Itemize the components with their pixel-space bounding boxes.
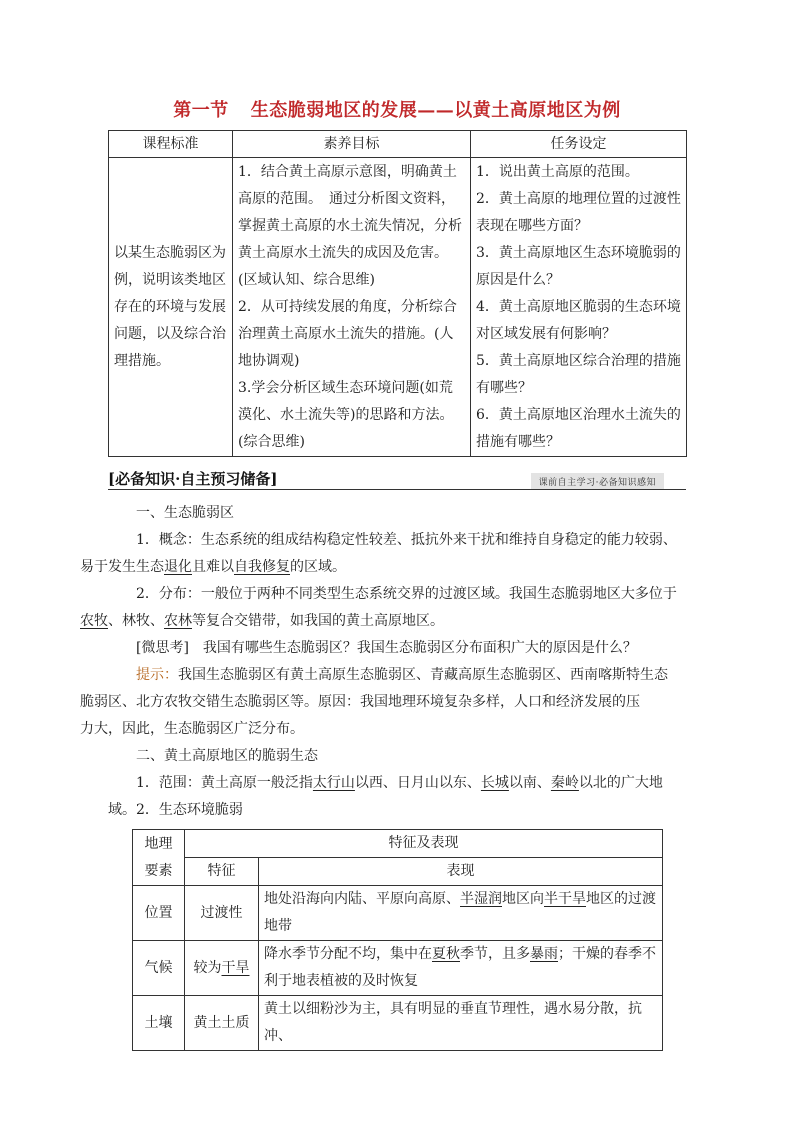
- goal-line: (区域认知、综合思维): [238, 272, 375, 288]
- detail-text: 地区的过渡: [586, 891, 656, 907]
- standard-line: 问题，以及综合治: [114, 325, 226, 342]
- task-line: 4．黄土高原地区脆弱的生态环境: [476, 299, 681, 315]
- goal-line: 3.学会分析区域生态环境问题(如荒: [238, 380, 453, 396]
- row-feature: [185, 941, 259, 996]
- header-show: 表现: [259, 858, 663, 886]
- goal-line: 漠化、水土流失等)的思路和方法。: [238, 407, 454, 423]
- goal-line: 掌握黄土高原的水土流失情况，分析: [238, 218, 462, 234]
- row-feature: 过渡性: [185, 886, 259, 941]
- row-feature: 黄土土质: [185, 996, 259, 1051]
- concept-text: 的区域。: [290, 559, 346, 575]
- header-factor-text: 地理: [144, 835, 173, 852]
- section-tag: 课前自主学习·必备知识感知: [531, 473, 664, 490]
- task-line: 原因是什么？: [476, 272, 560, 288]
- detail-text: 利于地表植被的及时恢复: [264, 973, 418, 989]
- environment-table: [132, 829, 663, 1051]
- detail-text: ；干燥的春季不: [558, 946, 656, 962]
- feature-text: 较为: [193, 959, 222, 976]
- goal-line: 黄土高原水土流失的成因及危害。: [238, 245, 448, 261]
- standard-line: 以某生态脆弱区为: [114, 244, 226, 261]
- row-detail: [259, 886, 663, 941]
- hint-text: 我国生态脆弱区有黄土高原生态脆弱区、青藏高原生态脆弱区、西南喀斯特生态: [178, 667, 668, 683]
- range-text: 以南、: [508, 775, 551, 791]
- think-question: [微思考] 我国有哪些生态脆弱区？我国生态脆弱区分布面积广大的原因是什么？: [136, 640, 637, 656]
- distribution-key-term: 农林: [164, 613, 192, 629]
- concept-text: 1．概念：生态系统的组成结构稳定性较差、抵抗外来干扰和维持自身稳定的能力较弱、: [136, 532, 677, 548]
- header-tasks: 任务设定: [471, 131, 687, 158]
- row-factor: 位置: [133, 886, 185, 941]
- detail-key-term: 夏秋: [432, 946, 460, 962]
- row-detail: [259, 941, 663, 996]
- goal-line: 1．结合黄土高原示意图，明确黄土: [238, 164, 457, 180]
- goal-line: 高原的范围。 通过分析图文资料，: [238, 191, 455, 207]
- task-line: 5．黄土高原地区综合治理的措施: [476, 353, 681, 369]
- distribution-paragraph: [80, 581, 688, 635]
- concept-key-term: 退化: [164, 559, 192, 575]
- task-line: 3．黄土高原地区生态环境脆弱的: [476, 245, 681, 261]
- task-line: 有哪些？: [476, 380, 532, 396]
- concept-paragraph: [80, 527, 688, 581]
- row-factor: 气候: [133, 941, 185, 996]
- concept-text: 且难以: [192, 559, 234, 575]
- hint-text: 力大，因此，生态脆弱区广泛分布。: [80, 721, 304, 737]
- header-factor-text: 要素: [144, 862, 173, 879]
- table-row: [133, 996, 663, 1051]
- standard-line: 理措施。: [114, 352, 170, 369]
- section-number: 第一节: [173, 100, 229, 121]
- detail-text: 地区向: [502, 891, 544, 907]
- environment-table-header: [133, 830, 663, 858]
- goal-line: (综合思维): [238, 434, 305, 450]
- detail-key-term: 半干旱: [544, 891, 586, 907]
- range-text: 以西、日月山以东、: [354, 775, 481, 791]
- standard-line: 存在的环境与发展: [114, 298, 226, 315]
- table-row: [133, 886, 663, 941]
- task-line: 1．说出黄土高原的范围。: [476, 164, 639, 180]
- header-feature: 特征: [185, 858, 259, 886]
- table-row: [133, 941, 663, 996]
- detail-text: 地带: [264, 918, 292, 934]
- standard-cell: [109, 158, 233, 457]
- distribution-text: 2．分布：一般位于两种不同类型生态系统交界的过渡区域。我国生态脆弱地区大多位于: [136, 586, 677, 602]
- range-text: 以北的广大地域。: [108, 775, 663, 818]
- task-line: 表现在哪些方面？: [476, 218, 588, 234]
- detail-text: 地处沿海向内陆、平原向高原、: [264, 891, 460, 907]
- heading-fragile-areas: 一、生态脆弱区: [136, 505, 234, 521]
- hint-text: 脆弱区、北方农牧交错生态脆弱区等。原因：我国地理环境复杂多样，人口和经济发展的压: [80, 694, 640, 710]
- header-factor: [133, 830, 185, 886]
- section-label: [必备知识·自主预习储备]: [108, 470, 278, 488]
- concept-key-term: 自我修复: [234, 559, 290, 575]
- concept-text: 易于发生生态: [80, 559, 164, 575]
- task-line: 对区域发展有何影响？: [476, 326, 616, 342]
- tasks-cell: [471, 158, 687, 457]
- standard-line: 例，说明该类地区: [114, 271, 226, 288]
- header-standard: 课程标准: [109, 131, 233, 158]
- detail-key-term: 暴雨: [530, 946, 558, 962]
- curriculum-table-header: [109, 131, 687, 158]
- hint-label: 提示：: [136, 667, 178, 683]
- task-line: 6．黄土高原地区治理水土流失的: [476, 407, 681, 423]
- hint-paragraph: [80, 662, 688, 743]
- section-divider: [108, 489, 686, 490]
- detail-key-term: 半湿润: [460, 891, 502, 907]
- curriculum-table-row: [109, 158, 687, 457]
- environment-heading: 2．生态环境脆弱: [136, 802, 243, 818]
- task-line: 措施有哪些？: [476, 434, 560, 450]
- range-key-term: 太行山: [312, 775, 355, 791]
- curriculum-table: [108, 130, 687, 457]
- header-goals: 素养目标: [233, 131, 471, 158]
- range-text: 1．范围：黄土高原一般泛指: [136, 775, 313, 791]
- distribution-text: 等复合交错带，如我国的黄土高原地区。: [192, 613, 444, 629]
- goals-cell: [233, 158, 471, 457]
- section-bar: [108, 468, 664, 490]
- section-title: 生态脆弱地区的发展——以黄土高原地区为例: [250, 100, 621, 121]
- distribution-text: 、林牧、: [108, 613, 164, 629]
- task-line: 2．黄土高原的地理位置的过渡性: [476, 191, 681, 207]
- feature-key-term: 干旱: [221, 959, 250, 976]
- heading-loess-plateau: 二、黄土高原地区的脆弱生态: [136, 748, 318, 764]
- goal-line: 2．从可持续发展的角度，分析综合: [238, 299, 457, 315]
- distribution-key-term: 农牧: [80, 613, 108, 629]
- header-group: 特征及表现: [185, 830, 663, 858]
- range-key-term: 秦岭: [550, 775, 579, 791]
- detail-text: 季节，且多: [460, 946, 530, 962]
- goal-line: 地协调观): [238, 353, 300, 369]
- row-factor: 土壤: [133, 996, 185, 1051]
- goal-line: 治理黄土高原水土流失的措施。(人: [238, 326, 454, 342]
- detail-text: 降水季节分配不均，集中在: [264, 946, 432, 962]
- range-key-term: 长城: [480, 775, 509, 791]
- row-detail: 黄土以细粉沙为主，具有明显的垂直节理性，遇水易分散，抗冲、: [259, 996, 663, 1051]
- environment-table-subheader: [133, 858, 663, 886]
- page-title: [0, 96, 794, 122]
